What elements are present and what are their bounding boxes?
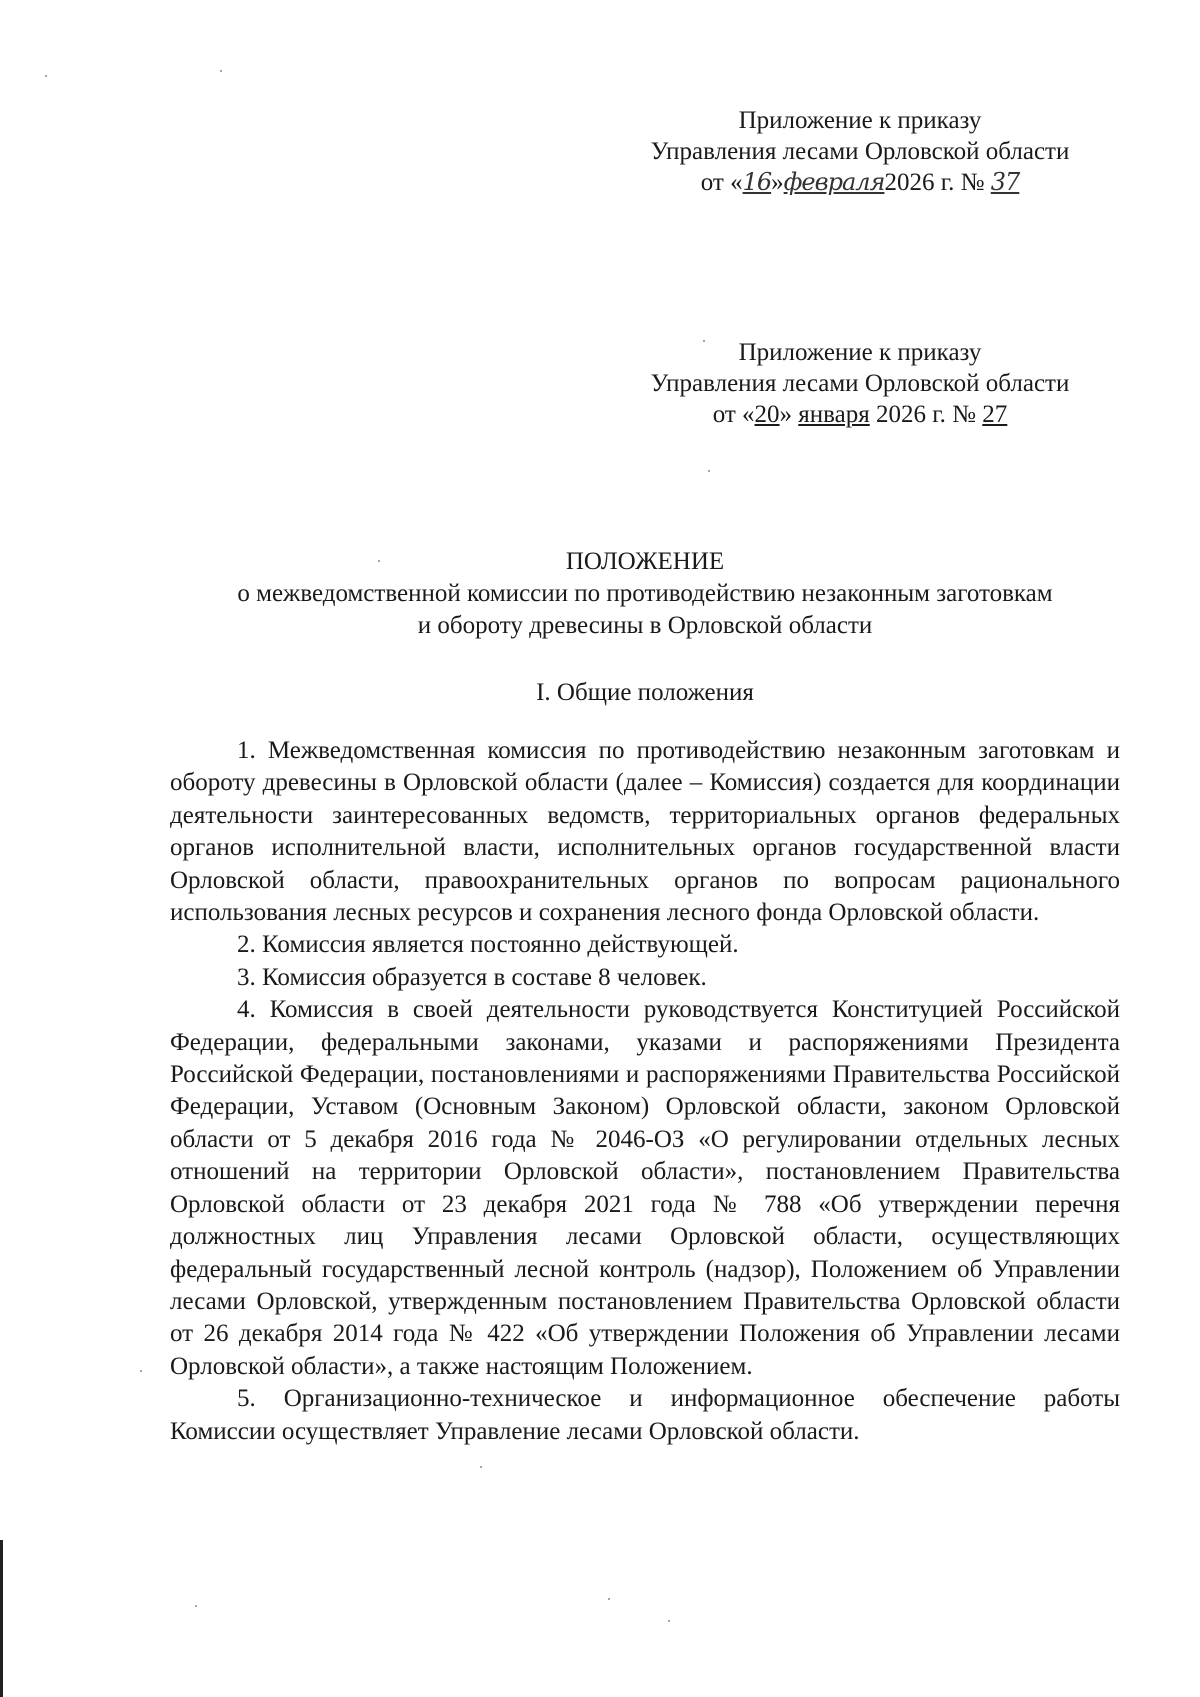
- document-title: [170, 546, 1120, 642]
- date-year: 2026 г. №: [884, 169, 985, 196]
- handwritten-month: февраля: [783, 168, 885, 196]
- date-quote: »: [771, 169, 784, 196]
- paragraph-2: 2. Комиссия является постоянно действующей.: [237, 931, 739, 959]
- date-prefix: от «: [712, 401, 755, 428]
- title-sub-line1: о межведомственной комиссии по противодействию незаконным заготовкам: [237, 580, 1053, 607]
- amendment-header-line2: Управления лесами Орловской области: [650, 138, 1070, 165]
- paragraph-3: 3. Комиссия образуется в составе 8 человек.: [237, 963, 707, 991]
- date-year: 2026 г. №: [876, 401, 977, 428]
- order-number: 27: [982, 401, 1008, 428]
- handwritten-number: 37: [990, 168, 1020, 196]
- title-sub-line2: и обороту древесины в Орловской области: [417, 612, 873, 639]
- paragraph-4: 4. Комиссия в своей деятельности руководствуется Конституцией Российской Федерации, федеральными законами, указами и распоряжениями Президента Российской Федерации, постановлениями и распоряжениями Правительства Российской Федерации, Уставом (Основным Законом) Орловской области, законом Орловской области от 5 декабря 2016 года № 2046-ОЗ «О регулировании отдельных лесных отношений на территории Орловской области», постановлением Правительства Орловской области от 23 декабря 2021 года № 788 «Об утверждении перечня должностных лиц Управления лесами Орловской области, осуществляющих федеральный государственный лесной контроль (надзор), Положением об Управлении лесами Орловской, утвержденным постановлением Правительства Орловской области от 26 декабря 2014 года № 422 «Об утверждении Положения об Управлении лесами Орловской области», а также настоящим Положением.: [170, 996, 1120, 1380]
- amendment-header: [600, 105, 1120, 198]
- original-header-line2: Управления лесами Орловской области: [650, 370, 1070, 397]
- paragraph-1: 1. Межведомственная комиссия по противодействию незаконным заготовкам и обороту древесины в Орловской области (далее – Комиссия) создается для координации деятельности заинтересованных ведомств, территориальных органов федеральных органов исполнительной власти, исполнительных органов государственной власти Орловской области, правоохранительных органов по вопросам рационального использования лесных ресурсов и сохранения лесного фонда Орловской области.: [170, 737, 1120, 927]
- original-header-line1: Приложение к приказу: [738, 339, 982, 366]
- scan-speck: [220, 70, 222, 72]
- date-prefix: от «: [700, 169, 743, 196]
- section-body: [170, 735, 1120, 1448]
- scan-speck: [708, 470, 710, 472]
- date-quote: »: [779, 401, 793, 428]
- amendment-header-line1: Приложение к приказу: [738, 107, 982, 134]
- original-header-date: [600, 399, 1120, 430]
- amendment-header-date: [600, 167, 1120, 198]
- paragraph-5: 5. Организационно-техническое и информационное обеспечение работы Комиссии осуществляет Управление лесами Орловской области.: [170, 1385, 1120, 1445]
- scan-speck: [195, 1605, 197, 1607]
- section-heading: I. Общие положения: [536, 679, 754, 706]
- date-day: 20: [754, 401, 780, 428]
- date-month: января: [798, 401, 870, 428]
- scan-speck: [480, 1466, 482, 1468]
- scan-speck: [140, 1370, 142, 1372]
- scan-speck: [378, 560, 380, 562]
- handwritten-day: 16: [742, 168, 772, 196]
- original-header: [600, 337, 1120, 430]
- scan-speck: [45, 75, 47, 77]
- scan-edge-line: [0, 1540, 3, 1697]
- scan-speck: [703, 340, 705, 342]
- scan-speck: [608, 1598, 610, 1600]
- scan-speck: [668, 1620, 670, 1622]
- title-main: ПОЛОЖЕНИЕ: [565, 548, 725, 575]
